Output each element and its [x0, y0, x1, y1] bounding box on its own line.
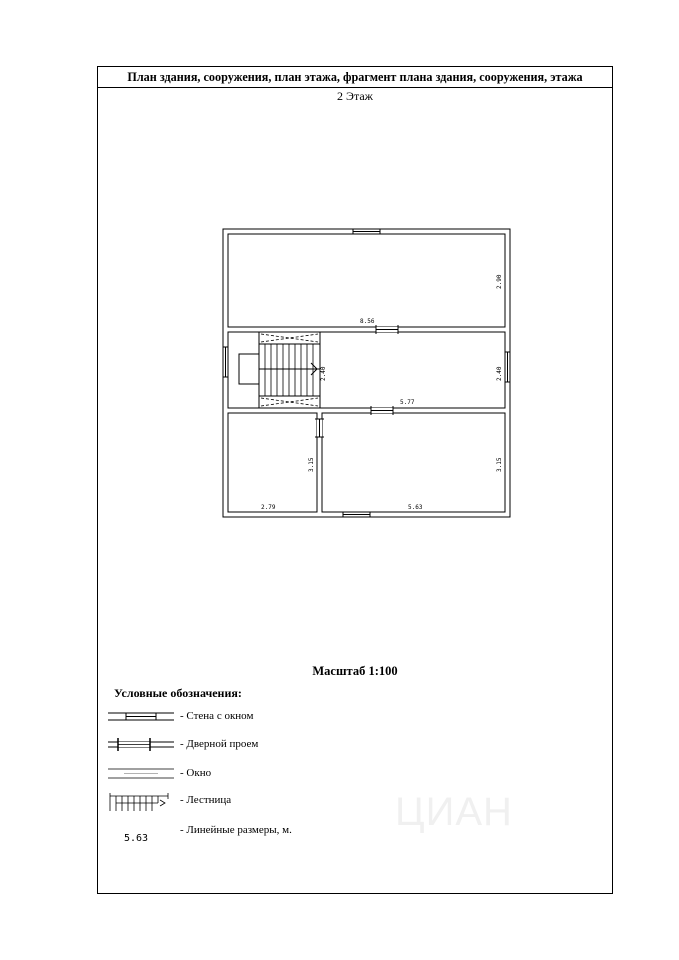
dim-top-room-width: 8.56	[360, 318, 375, 325]
dim-top-room-height: 2.90	[496, 274, 503, 289]
room-bottom-right	[322, 413, 505, 512]
legend-label: - Дверной проем	[180, 738, 259, 750]
legend-label: - Лестница	[180, 794, 232, 806]
dim-corridor-height: 2.40	[496, 366, 503, 381]
scale-label: Масштаб 1:100	[312, 664, 398, 678]
dim-corridor-width: 5.77	[400, 399, 415, 406]
dim-stair-height: 2.40	[320, 366, 327, 381]
door-between-rooms	[315, 419, 324, 437]
legend-item-window	[106, 764, 406, 786]
window-left	[223, 347, 228, 377]
legend-item-wall-window	[106, 707, 406, 729]
floor-label: 2 Этаж	[337, 89, 373, 103]
door-corridor-bottom	[371, 406, 393, 415]
stair-symbol	[106, 791, 176, 813]
room-bottom-left	[228, 413, 317, 512]
window-right	[505, 352, 510, 382]
legend-label: - Стена с окном	[180, 710, 254, 722]
legend-item-stair	[106, 791, 406, 813]
legend-label: - Линейные размеры, м.	[180, 824, 292, 836]
legend-label: - Окно	[180, 767, 212, 779]
watermark: ЦИАН	[395, 790, 513, 834]
wall-window-symbol	[106, 707, 176, 727]
dimension-labels	[261, 274, 503, 511]
dim-right-room-width: 5.63	[408, 504, 423, 511]
dim-left-room-width: 2.79	[261, 504, 276, 511]
door-top-corridor	[376, 325, 398, 334]
sheet-header: План здания, сооружения, план этажа, фрагмент плана здания, сооружения, этажа	[98, 67, 612, 88]
corridor	[228, 332, 505, 408]
door-symbol	[106, 735, 176, 755]
legend-item-door	[106, 735, 406, 757]
drawing-sheet	[97, 66, 613, 894]
room-top	[228, 234, 505, 327]
dimension-sample: 5.63	[124, 833, 149, 844]
window-symbol	[106, 764, 176, 784]
staircase	[239, 332, 320, 408]
window-bottom	[343, 512, 370, 517]
dim-right-room-height: 3.15	[496, 457, 503, 472]
legend-title: Условные обозначения:	[114, 686, 242, 700]
legend-item-dimensions	[106, 821, 406, 843]
window-top	[353, 229, 380, 234]
outer-wall	[223, 229, 510, 517]
dim-left-room-height: 3.15	[308, 457, 315, 472]
